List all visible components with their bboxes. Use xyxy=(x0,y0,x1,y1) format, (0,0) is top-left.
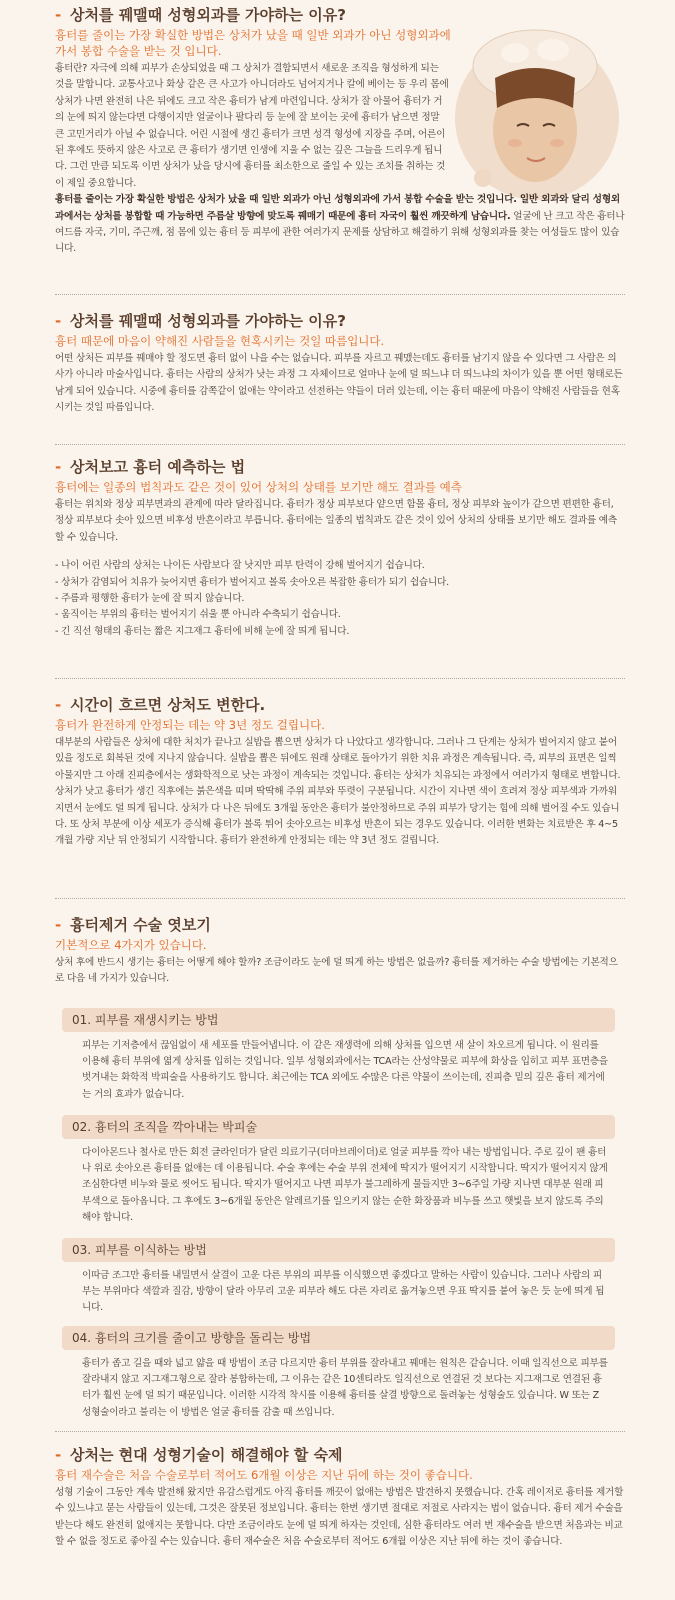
scar-rules-list xyxy=(55,558,625,640)
method-box-3 xyxy=(62,1238,615,1317)
method-title: 04. 흉터의 크기를 줄이고 방향을 돌리는 방법 xyxy=(62,1326,615,1350)
section-subtitle: 기본적으로 4가지가 있습니다. xyxy=(55,938,207,952)
section-title-text: 흉터제거 수술 엿보기 xyxy=(70,916,211,934)
paragraph: 대부분의 사람들은 상처에 대한 처치가 끝나고 실밥을 뽑으면 상처가 다 나았다고 생각합니다. 그러나 그 단계는 상처가 벌어지지 않고 붙어 있을 정도로 회복된 것에 지나지 않습니다. 실밥을 뽑은 뒤에도 원래 상태로 돌아가기 위한 치유 과정은 계속됩니다. 즉, 피부의 표면은 일찍 아물지만 그 아래 진피층에서는 생화학적으로 낫는 과정이 계속되는 것입니다. 흉터는 상처가 치유되는 과정에서 여러가지 형태로 변합니다. 상처가 낫고 흉터가 생긴 직후에는 붉은색을 띠며 딱딱해 주위 피부와 뚜렷이 구분됩니다. 시간이 지나면 색이 흐려져 정상 피부색과 가까워지면서 눈에도 덜 띄게 됩니다. 상처가 다 나은 뒤에도 3개월 동안은 흉터가 불안정하므로 주위 피부가 당기는 힘에 의해 벌어질 수도 있습니다. 또 상처 부분에 이상 세포가 증식해 흉터가 볼록 튀어 솟아오르는 비후성 반흔이 되는 경우도 있습니다. 이러한 변화는 치료받은 후 4~5개월 가량 지난 뒤 안정되기 시작합니다. 흉터가 완전하게 안정되는 데는 약 3년 정도 걸립니다. xyxy=(55,737,621,847)
method-body: 흉터가 좁고 길을 때와 넓고 얇을 때 방법이 조금 다르지만 흉터 부위를 잘라내고 꿰매는 원칙은 같습니다. 이때 일직선으로 피부를 잘라내지 않고 지그재그형으로 잘라 봉합하는데, 그 이유는 같은 10센티라도 일직선으로 연결된 것 보다는 지그재그로 연결된 흉터가 훨씬 눈에 덜 띄기 때문입니다. 이러한 시각적 착시를 이용해 흉터를 살결 방향으로 돌려놓는 성형술도 있습니다. W 또는 Z 성형술이라고 불리는 이 방법은 얼굴 흉터를 감출 때 쓰입니다. xyxy=(82,1358,608,1418)
list-item: - 긴 직선 형태의 흉터는 짧은 지그재그 흉터에 비해 눈에 잘 띄게 됩니다. xyxy=(55,625,350,637)
section-scar-removal xyxy=(55,916,625,988)
section-why-plastic-surgery xyxy=(55,6,625,258)
paragraph: 흉터란? 자극에 의해 피부가 손상되었을 때 그 상처가 결합되면서 새로운 조직을 형성하게 되는 것을 말합니다. 교통사고나 화상 같은 큰 사고가 아니더라도 넘어지거나 칼에 베이는 등 우리 몸에 상처가 나면 완전히 나은 뒤에도 크고 작은 흉터가 남게 마련입니다. 상처가 잘 아물어 흉터가 거의 눈에 띄지 않는다면 다행이지만 얼굴이나 팔다리 등 눈에 잘 보이는 곳에 흉터가 남으면 정말 큰 고민거리가 아닐 수 없습니다. 어린 시절에 생긴 흉터가 크면 성격 형성에 지장을 주며, 어른이 된 후에도 뜻하지 않은 사고로 큰 흉터가 생기면 인생에 지울 수 없는 깊은 그늘을 드리우게 됩니다. 그런 만큼 되도록 이면 상처가 났을 당시에 흉터를 최소한으로 줄일 수 있는 조치를 취하는 것이 제일 중요합니다. xyxy=(55,63,449,189)
section-why-plastic-surgery-2 xyxy=(55,312,625,417)
section-subtitle: 흉터에는 일종의 법칙과도 같은 것이 있어 상처의 상태를 보기만 해도 결과를 예측 xyxy=(55,480,462,494)
method-body: 피부는 기저층에서 끊임없이 새 세포를 만들어냅니다. 이 같은 재생력에 의해 상처를 입으면 새 살이 차오르게 됩니다. 이 원리를 이용해 흉터 부위에 엷게 상처를 입히는 것입니다. 일부 성형외과에서는 TCA라는 산성약물로 피부에 화상을 입히고 피부 표면층을 벗겨내는 화학적 박피술을 사용하기도 합니다. 최근에는 TCA 외에도 수많은 다른 약물이 쓰이는데, 진피층 밑의 깊은 흉터 제거에는 거의 효과가 없습니다. xyxy=(82,1040,608,1100)
dash-marker: - xyxy=(55,696,62,714)
dash-marker: - xyxy=(55,312,62,330)
dash-marker: - xyxy=(55,1446,62,1464)
list-item: - 상처가 감염되어 치유가 늦어지면 흉터가 벌어지고 볼록 솟아오른 복잡한 흉터가 되기 쉽습니다. xyxy=(55,576,449,588)
section-subtitle: 흉터 재수술은 처음 수술로부터 적어도 6개월 이상은 지난 뒤에 하는 것이 좋습니다. xyxy=(55,1468,473,1482)
section-title xyxy=(55,916,625,934)
section-subtitle: 흉터 때문에 마음이 약해진 사람들을 현혹시키는 것일 따름입니다. xyxy=(55,334,385,348)
paragraph: 성형 기술이 그동안 계속 발전해 왔지만 유감스럽게도 아직 흉터를 깨끗이 없애는 방법은 발견하지 못했습니다. 간혹 레이저로 흉터를 제거할 수 있느냐고 묻는 사람들이 있는데, 그것은 잘못된 정보입니다. 흉터는 한번 생기면 절대로 저절로 사라지는 법이 없습니다. 흉터 제거 수술을 받는다 해도 완전히 없애지는 못합니다. 다만 조금이라도 눈에 덜 띄게 하자는 것인데, 심한 흉터라도 여러 번 재수술을 받으면 처음과는 비교할 수 없을 정도로 좋아질 수는 있습니다. 흉터 재수술은 처음 수술로부터 적어도 6개월 이상은 지난 뒤에 하는 것이 좋습니다. xyxy=(55,1487,624,1548)
dotted-divider xyxy=(55,1431,625,1432)
section-title-text: 시간이 흐르면 상처도 변한다. xyxy=(70,696,266,714)
list-item: - 주름과 평행한 흉터가 눈에 잘 띄지 않습니다. xyxy=(55,593,245,605)
section-title-text: 상처는 현대 성형기술이 해결해야 할 숙제 xyxy=(70,1446,343,1464)
method-box-4 xyxy=(62,1326,615,1421)
dash-marker: - xyxy=(55,458,62,476)
section-title-text: 상처를 꿰맬때 성형외과를 가야하는 이유? xyxy=(70,312,346,330)
list-item: - 나이 어린 사람의 상처는 나이든 사람보다 잘 낫지만 피부 탄력이 강해 벌어지기 쉽습니다. xyxy=(55,560,425,572)
method-body: 이따금 조그만 흉터를 내밀면서 살결이 고운 다른 부위의 피부를 이식했으면 좋겠다고 말하는 사람이 있습니다. 그러나 사람의 피부는 부위마다 색깔과 질감, 방향이 달라 아무리 고운 피부라 해도 다른 자리로 옮겨놓으면 우표 딱지를 붙여 놓은 듯 눈에 띄게 됩니다. xyxy=(82,1270,605,1314)
bold-text: 흉터를 줄이는 가장 확실한 방법은 상처가 났을 때 일반 외과가 아닌 성형외과에 가서 봉합 수술을 받는 것입니다. 일반 외과와 달리 성형외과에서는 상처를 봉합할 때 가능하면 주름살 방향에 맞도록 꿰매기 때문에 흉터 자국이 훨씬 깨끗하게 남습니다. xyxy=(55,194,620,222)
dotted-divider xyxy=(55,678,625,679)
dash-marker: - xyxy=(55,6,62,24)
section-scar-changes xyxy=(55,696,625,850)
paragraph: 상처 후에 반드시 생기는 흉터는 어떻게 해야 할까? 조금이라도 눈에 덜 띄게 하는 방법은 없을까? 흉터를 제거하는 수술 방법에는 기본적으로 다음 네 가지가 있습니다. xyxy=(55,957,618,985)
method-box-2 xyxy=(62,1115,615,1226)
dotted-divider xyxy=(55,898,625,899)
method-title: 01. 피부를 재생시키는 방법 xyxy=(62,1008,615,1032)
paragraph-highlight xyxy=(55,192,625,258)
section-modern-technology xyxy=(55,1446,625,1551)
paragraph: 흉터는 위치와 정상 피부면과의 관계에 따라 달라집니다. 흉터가 정상 피부보다 얕으면 함몰 흉터, 정상 피부와 높이가 같으면 편편한 흉터, 정상 피부보다 솟아 있으면 비후성 반흔이라고 부릅니다. 흉터에는 일종의 법칙과도 같은 것이 있어 상처의 상태를 보기만 해도 결과를 예측할 수 있습니다. xyxy=(55,499,617,543)
dotted-divider xyxy=(55,444,625,445)
section-predict-scar xyxy=(55,458,625,640)
list-item: - 움직이는 부위의 흉터는 벌어지기 쉬울 뿐 아니라 수축되기 쉽습니다. xyxy=(55,609,341,621)
paragraph: 어떤 상처든 피부를 꿰매야 할 정도면 흉터 없이 나을 수는 없습니다. 피부를 자르고 꿰맸는데도 흉터를 남기지 않을 수 있다면 그 사람은 의사가 아니라 마술사입니다. 흉터는 사람의 상처가 낫는 과정 그 자체이므로 얼마나 눈에 덜 띄느냐 더 띄느냐의 차이가 있을 뿐 어떤 형태로든 남게 되어 있습니다. 시중에 흉터를 감쪽같이 없애는 약이라고 선전하는 약들이 더러 있는데, 이는 흉터 때문에 마음이 약해진 사람들을 현혹시키는 것일 따름입니다. xyxy=(55,353,623,414)
section-subtitle: 흉터가 완전하게 안정되는 데는 약 3년 정도 걸립니다. xyxy=(55,718,325,732)
section-title xyxy=(55,1446,625,1464)
section-title xyxy=(55,6,625,24)
method-body: 다이아몬드나 철사로 만든 회전 글라인더가 달린 의료기구(더마브레이더)로 얼굴 피부를 깍아 내는 방법입니다. 주로 깊이 팬 흉터나 위로 솟아오른 흉터를 없애는 데 이용됩니다. 수술 후에는 수술 부위 전체에 딱지가 떨어지기 시작합니다. 딱지가 떨어지지 않게 조심한다면 비누와 물로 씻어도 됩니다. 딱지가 떨어지고 나면 피부가 불그레하게 물들지만 3~6주일 가량 지나면 대부분 원래 피부색으로 돌아옵니다. 그 후에도 3~6개월 동안은 알레르기를 일으키지 않는 순한 화장품과 비누를 쓰고 햇빛을 보지 않도록 주의해야 합니다. xyxy=(82,1147,608,1223)
dash-marker: - xyxy=(55,916,62,934)
section-title xyxy=(55,312,625,330)
dotted-divider xyxy=(55,294,625,295)
section-title-text: 상처보고 흉터 예측하는 법 xyxy=(70,458,246,476)
paragraph-text: 얼굴에 난 크고 작은 흉터나 여드름 자국, 기미, 주근깨, 점 몸에 있는 흉터 등 피부에 관한 여러가지 문제를 상담하고 해결하기 위해 성형외과를 찾는 여성들도 많이 있습니다. xyxy=(55,210,625,255)
section-subtitle: 흉터를 줄이는 가장 확실한 방법은 상처가 났을 때 일반 외과가 아닌 성형외과에 가서 봉합 수술을 받는 것 입니다. xyxy=(55,28,451,58)
section-title xyxy=(55,696,625,714)
method-title: 02. 흉터의 조직을 깍아내는 박피술 xyxy=(62,1115,615,1139)
spacer xyxy=(55,546,625,558)
method-title: 03. 피부를 이식하는 방법 xyxy=(62,1238,615,1262)
section-title xyxy=(55,458,625,476)
method-box-1 xyxy=(62,1008,615,1103)
section-title-text: 상처를 꿰맬때 성형외과를 가야하는 이유? xyxy=(70,6,346,24)
